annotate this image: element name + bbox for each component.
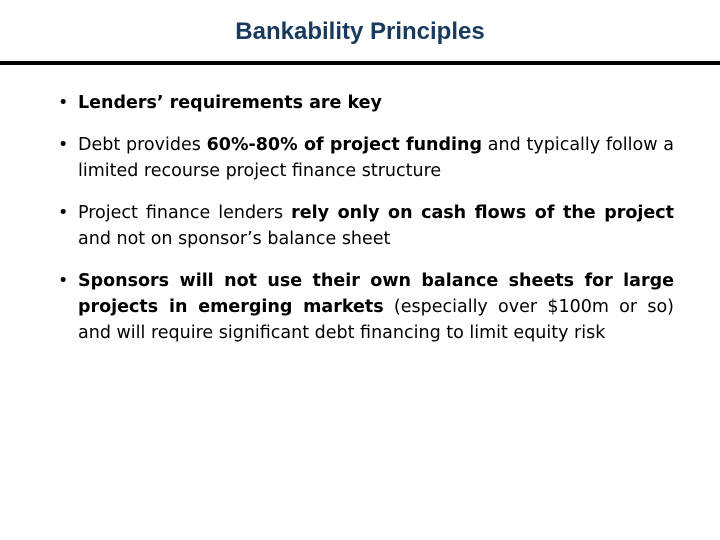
bullet-text: and not on sponsor’s balance sheet bbox=[78, 229, 391, 249]
bullet-text-bold: Sponsors will not use their own balance sheets for large projects in emerging markets bbox=[78, 271, 674, 317]
bullet-item bbox=[58, 268, 674, 346]
bullet-text: and typically follow a limited recourse project finance structure bbox=[78, 135, 675, 181]
bullet-item bbox=[58, 200, 674, 252]
bullet-text-bold: rely only on cash flows of the project bbox=[291, 203, 674, 223]
bullet-mark: • bbox=[58, 271, 69, 291]
bullet-text: (especially over $100m or so) and will require significant debt financing to limit equity risk bbox=[78, 297, 675, 343]
bullet-item bbox=[58, 132, 674, 184]
bullet-mark: • bbox=[58, 93, 69, 113]
bullet-text: Debt provides bbox=[78, 135, 207, 155]
title-divider bbox=[0, 61, 720, 65]
slide-title: Bankability Principles bbox=[235, 18, 485, 45]
bullet-mark: • bbox=[58, 203, 69, 223]
bullet-item bbox=[58, 90, 674, 116]
bullet-text-bold: 60%-80% of project funding bbox=[206, 135, 483, 155]
bullet-list bbox=[58, 90, 674, 346]
bullet-text-bold: Lenders’ requirements are key bbox=[78, 93, 382, 113]
bullet-mark: • bbox=[58, 135, 69, 155]
bullet-text: Project finance lenders bbox=[78, 203, 292, 223]
